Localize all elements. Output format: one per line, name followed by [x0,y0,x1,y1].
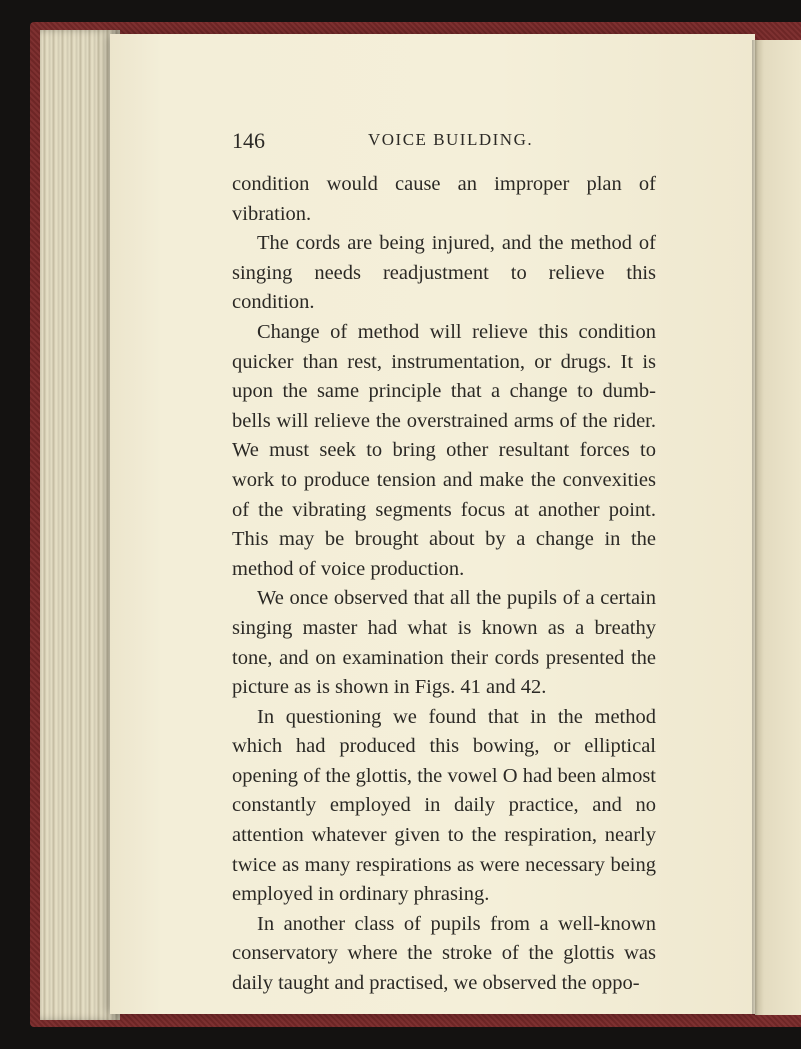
page-number: 146 [232,128,265,153]
paragraph: In questioning we found that in the method which had produced this bowing, or elliptical opening of the glottis, the vowel O had been almost constantly employed in daily practice, and no attention whatever given to the respiration, nearly twice as many respirations as were necessary being employed in ordinary phrasing. [232,705,656,906]
gutter-shadow [752,40,758,1015]
paragraph: In another class of pupils from a well-known conservatory where the stroke of the glottis was daily taught and practised, we observed the oppo- [232,912,656,995]
paragraph: We once observed that all the pupils of a certain singing master had what is known as a breathy tone, and on examination their cords presented the picture as is shown in Figs. 41 and 42. [232,587,656,699]
page-header [232,128,652,156]
paragraph: The cords are being injured, and the method of singing needs readjustment to relieve this condition. [232,232,656,314]
page-body [232,170,656,999]
running-title: VOICE BUILDING. [368,130,534,149]
page-edges [40,30,120,1020]
facing-page-edge [755,40,801,1015]
paragraph: Change of method will relieve this condition quicker than rest, instrumentation, or drugs. It is upon the same principle that a change to dumb-bells will relieve the overstrained arms of the rider. We must seek to bring other resultant forces to work to produce tension and make the convexities of the vibrating segments focus at another point. This may be brought about by a change in the method of voice production. [232,320,656,580]
paragraph: condition would cause an improper plan of vibration. [232,173,656,225]
